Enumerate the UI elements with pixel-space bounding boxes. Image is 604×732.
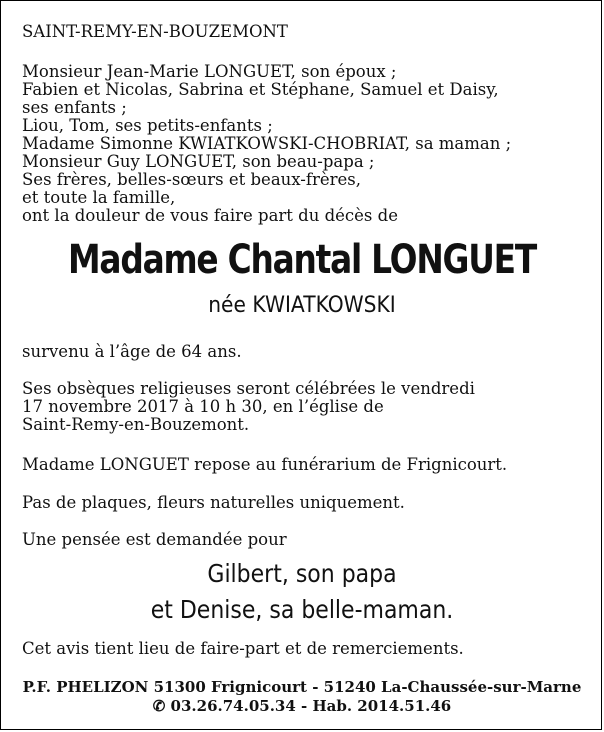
funeral-line: Saint-Remy-en-Bouzemont. <box>22 415 250 434</box>
dedication-line: et Denise, sa belle-maman. <box>150 595 454 624</box>
family-line: Ses frères, belles-sœurs et beaux-frères, <box>22 170 361 189</box>
deceased-name: Madame Chantal LONGUET <box>68 237 536 283</box>
funeral-home-line: P.F. PHELIZON 51300 Frignicourt - 51240 La-Chaussée-sur-Marne <box>22 678 582 696</box>
family-line: Fabien et Nicolas, Sabrina et Stéphane, Samuel et Daisy, <box>22 80 499 99</box>
maiden-name: née KWIATKOWSKI <box>208 293 396 318</box>
funeral-home-contact: ✆ 03.26.74.05.34 - Hab. 2014.51.46 <box>152 697 452 715</box>
funeral-line: Ses obsèques religieuses seront célébrées le vendredi <box>22 379 475 398</box>
thought-line: Une pensée est demandée pour <box>22 530 287 549</box>
family-line: Liou, Tom, ses petits-enfants ; <box>22 116 273 135</box>
funeral-line: 17 novembre 2017 à 10 h 30, en l’église de <box>22 397 384 416</box>
family-line: ses enfants ; <box>22 98 127 117</box>
family-line: Monsieur Guy LONGUET, son beau-papa ; <box>22 152 375 171</box>
age-line: survenu à l’âge de 64 ans. <box>22 342 242 361</box>
closing-line: Cet avis tient lieu de faire-part et de remerciements. <box>22 639 464 658</box>
family-line: Madame Simonne KWIATKOWSKI-CHOBRIAT, sa maman ; <box>22 134 512 153</box>
family-line: et toute la famille, <box>22 188 176 207</box>
location-heading: SAINT-REMY-EN-BOUZEMONT <box>22 22 288 41</box>
flowers-line: Pas de plaques, fleurs naturelles uniquement. <box>22 493 405 512</box>
family-line: Monsieur Jean-Marie LONGUET, son époux ; <box>22 62 397 81</box>
announcement-line: ont la douleur de vous faire part du décès de <box>22 206 398 225</box>
repose-line: Madame LONGUET repose au funérarium de Frignicourt. <box>22 455 508 474</box>
dedication-line: Gilbert, son papa <box>207 559 397 588</box>
